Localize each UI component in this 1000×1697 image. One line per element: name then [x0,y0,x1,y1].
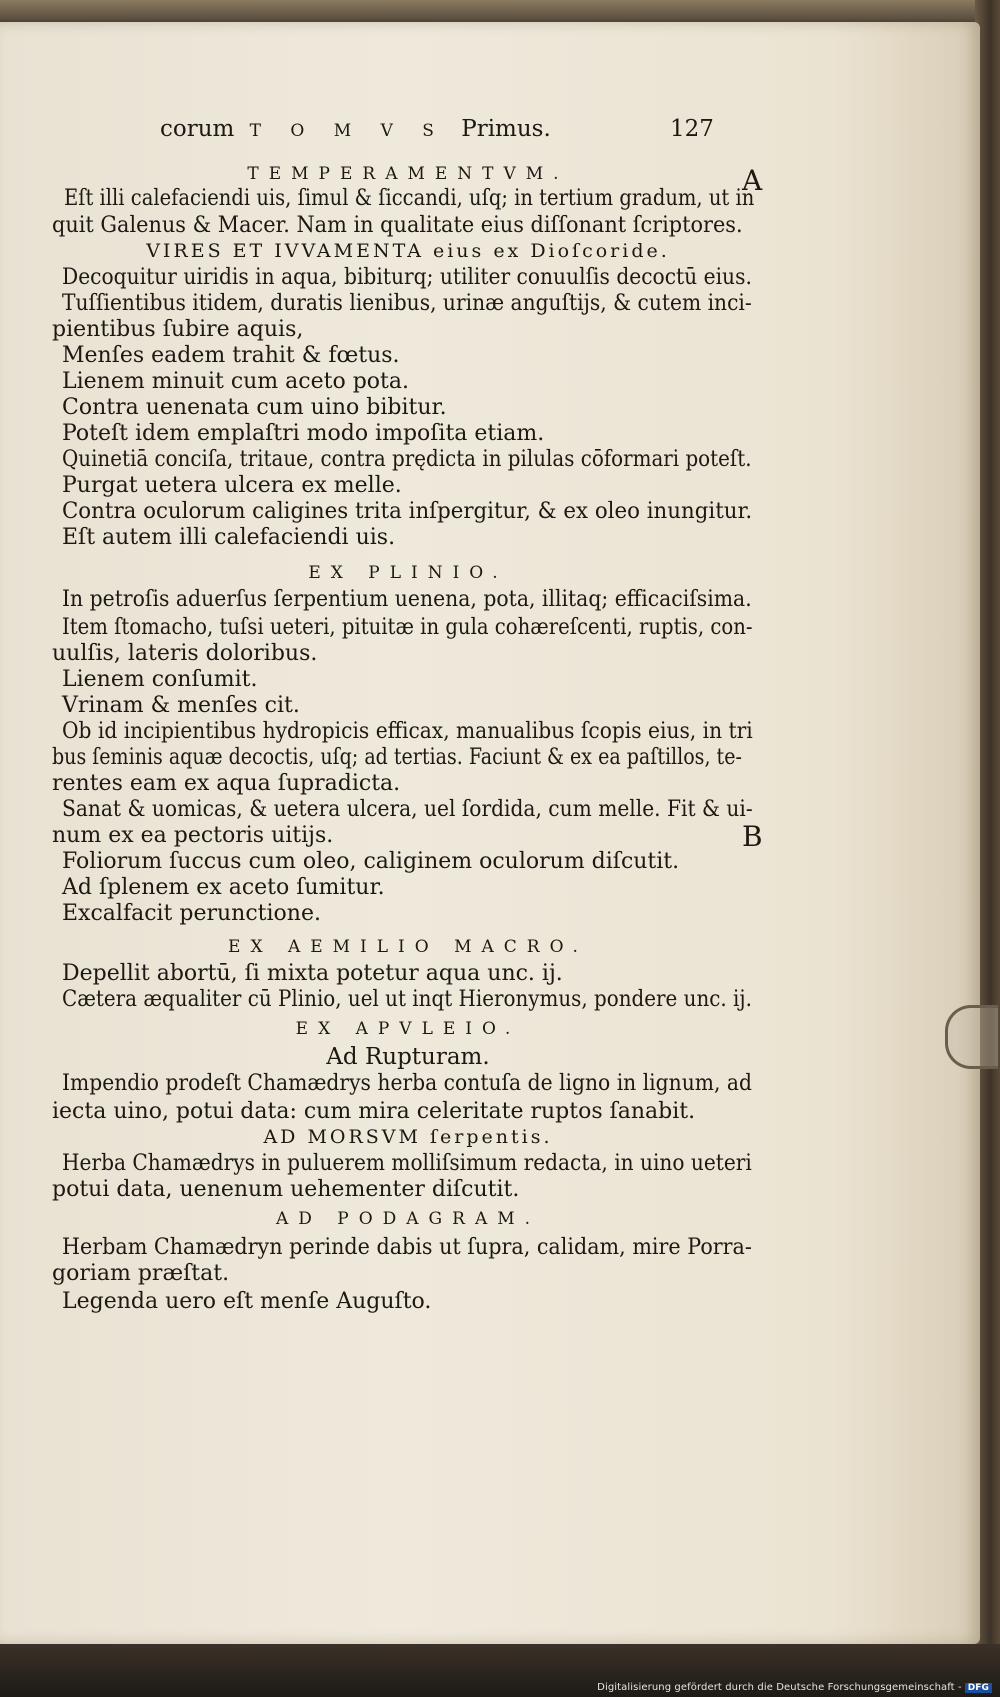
text-line: pientibus ſubire aquis, [52,317,304,342]
text-line: VIRES ET IVVAMENTA eius ex Dioſcoride. [146,240,670,262]
text-line: AD PODAGRAM. [275,1209,541,1229]
text-line: Poteſt idem emplaſtri modo impoſita etiam. [62,421,545,446]
text-line: Legenda uero eſt menſe Auguſto. [62,1289,432,1314]
text-line: Contra oculorum caligines trita inſpergitur, & ex oleo inungitur. [62,499,753,524]
margin-letter-b: B [742,820,763,853]
text-line: Herba Chamædrys in puluerem molliſsimum redacta, in uino ueteri [62,1151,752,1176]
header-right: Primus. [461,116,551,142]
text-line: uulſis, lateris doloribus. [52,641,318,666]
text-line: Eſt illi calefaciendi uis, ſimul & ſiccandi, uſq; in tertium gradum, ut in [64,186,755,211]
text-line: Contra uenenata cum uino bibitur. [62,395,447,420]
digitization-credit [597,1682,992,1693]
text-line: Ob id incipientibus hydropicis efficax, manualibus ſcopis eius, in tri [62,719,753,744]
text-line: potui data, uenenum uehementer diſcutit. [52,1177,520,1202]
header-title: T O M V S [249,121,446,141]
text-line: EX APVLEIO. [295,1019,521,1039]
dfg-logo: DFG [965,1683,992,1693]
text-line: Herbam Chamædryn perinde dabis ut ſupra, calidam, mire Porra- [62,1235,752,1260]
header-left: corum [160,116,235,142]
text-line: AD MORSVM ſerpentis. [263,1126,553,1148]
text-line: EX PLINIO. [308,563,508,583]
text-line: In petroſis aduerſus ſerpentium uenena, pota, illitaq; efficaciſsima. [62,587,752,612]
text-line: Eſt autem illi calefaciendi uis. [62,525,396,550]
running-header [160,116,551,145]
text-line: Ad ſplenem ex aceto ſumitur. [62,875,385,900]
bottom-band [0,1644,1000,1697]
text-line: Lienem minuit cum aceto pota. [62,369,409,394]
text-line: Quinetiā conciſa, tritaue, contra prędicta in pilulas cōformari poteſt. [62,447,752,472]
margin-letter-a: A [742,164,763,197]
text-line: Foliorum ſuccus cum oleo, caliginem oculorum diſcutit. [62,849,680,874]
text-line: Purgat uetera ulcera ex melle. [62,473,402,498]
text-line: Lienem conſumit. [62,667,258,692]
text-line: goriam præſtat. [52,1261,230,1286]
text-line: Menſes eadem trahit & fœtus. [62,343,400,368]
text-line: Vrinam & menſes cit. [62,693,300,718]
text-line: iecta uino, potui data: cum mira celeritate ruptos ſanabit. [52,1099,696,1124]
text-line: Tuſſientibus itidem, duratis lienibus, urinæ anguſtijs, & cutem inci- [62,291,752,316]
text-line: Ad Rupturam. [326,1044,490,1070]
text-line: Decoquitur uiridis in aqua, bibiturq; utiliter conuulſis decoctū eius. [62,265,752,290]
text-line: Excalfacit perunctione. [62,901,321,926]
text-line: Sanat & uomicas, & uetera ulcera, uel ſordida, cum melle. Fit & ui- [62,797,753,822]
text-line: num ex ea pectoris uitijs. [52,823,334,848]
text-line: Impendio prodeſt Chamædrys herba contuſa de ligno in lignum, ad [62,1071,753,1096]
text-line: quit Galenus & Macer. Nam in qualitate eius diſſonant ſcriptores. [52,213,743,238]
text-line: Depellit abortū, ſi mixta potetur aqua unc. ij. [62,961,563,986]
text-line: Cætera æqualiter cū Plinio, uel ut inqt Hieronymus, pondere unc. ij. [62,987,752,1012]
credit-text: Digitalisierung gefördert durch die Deutsche Forschungsgemeinschaft - [597,1682,962,1693]
text-line: Item ſtomacho, tuſsi ueteri, pituitæ in gula cohæreſcenti, ruptis, con- [62,615,753,640]
book-page [0,22,980,1644]
page-clip [945,1005,998,1069]
text-line: EX AEMILIO MACRO. [228,937,588,957]
page-number: 127 [670,116,714,142]
text-line: rentes eam ex aqua ſupradicta. [52,771,401,796]
text-line: bus ſeminis aquæ decoctis, uſq; ad tertias. Faciunt & ex ea paſtillos, te- [52,745,742,770]
text-line: TEMPERAMENTVM. [247,164,569,184]
